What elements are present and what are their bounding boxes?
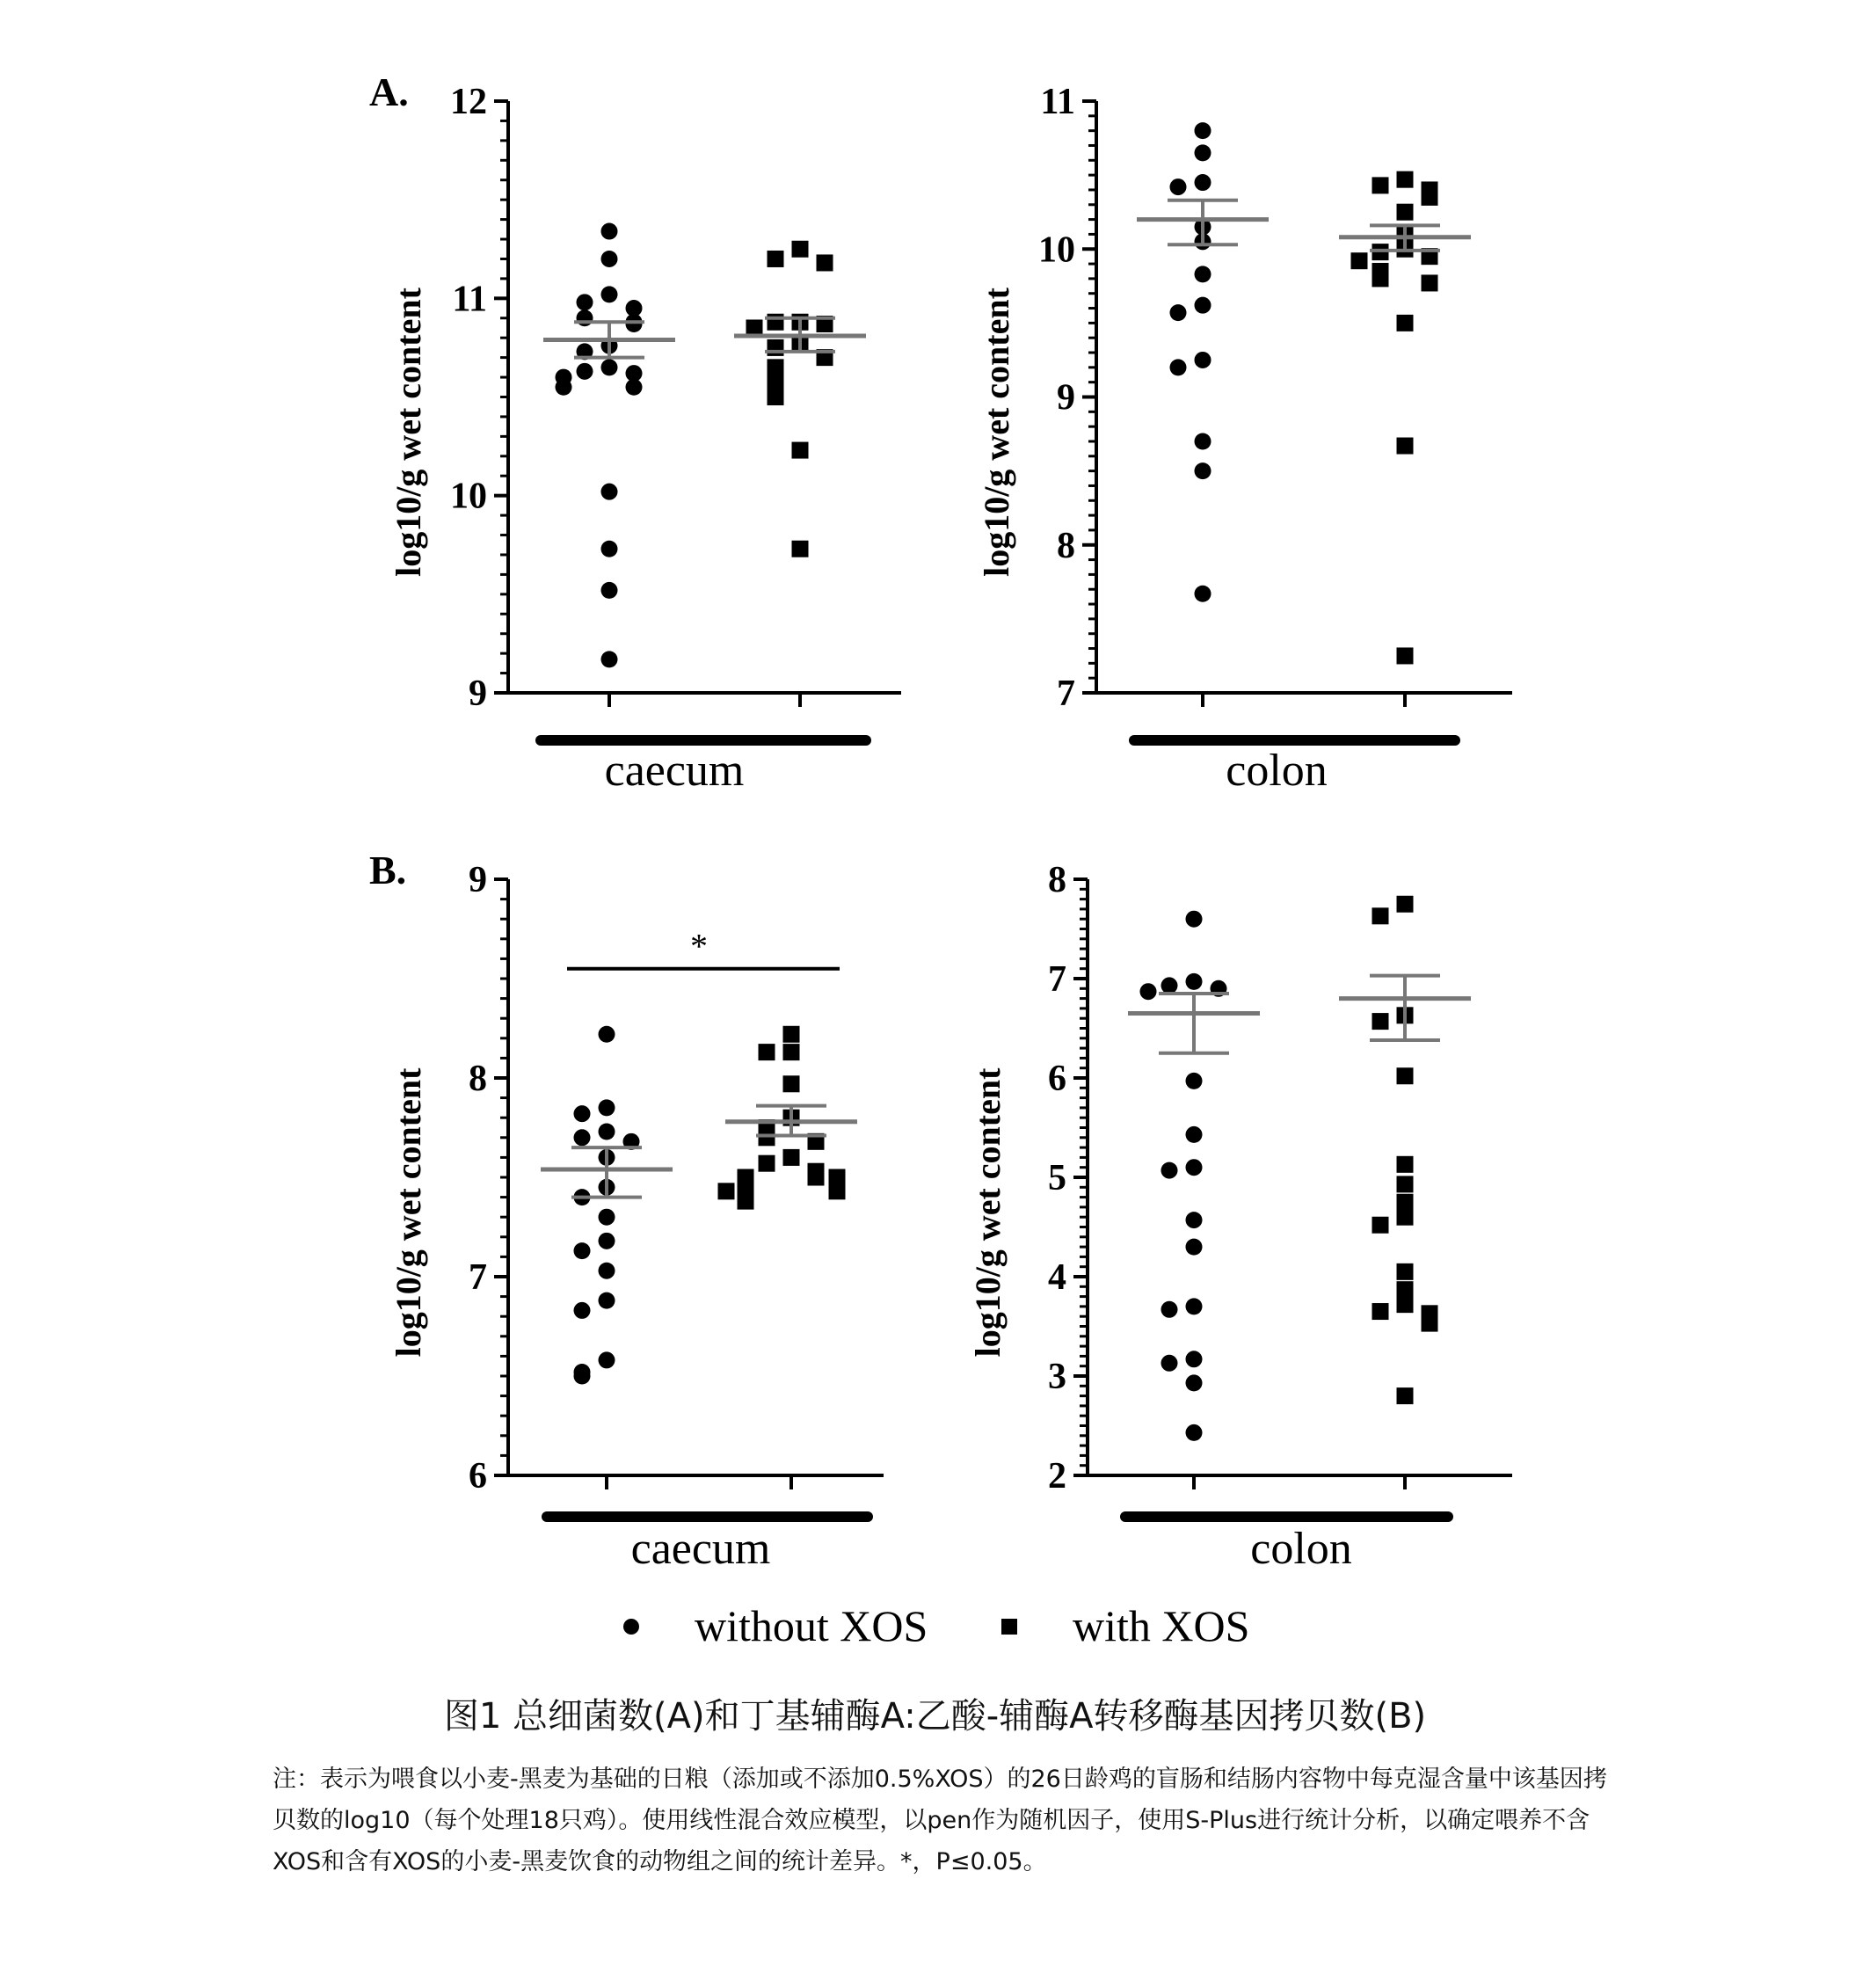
panel-4-point-with-xos [1397,1156,1414,1173]
panel-1-point-with-xos [792,241,809,258]
panel-2-point-with-xos [1422,274,1438,291]
panel-4-point-without-xos [1186,1374,1203,1391]
panel-4-y-tick-label: 8 [1048,860,1066,900]
panel-3-point-without-xos [599,1233,615,1249]
panel-1-point-without-xos [601,582,618,599]
panel-2-y-tick-label: 8 [1057,525,1075,566]
panel-4-point-with-xos [1397,1296,1414,1313]
panel-2-point-without-xos [1195,266,1211,282]
panel-3-point-without-xos [574,1105,591,1122]
panel-3-y-axis-label: log10/g wet content [389,1067,428,1358]
panel-1-point-without-xos [577,363,593,380]
panel-3-point-without-xos [574,1242,591,1259]
panel-1-point-without-xos [601,286,618,302]
panel-3-point-without-xos [599,1293,615,1309]
panel-4-point-without-xos [1186,1298,1203,1314]
panel-1-y-tick-label: 10 [450,476,487,517]
panel-3-point-with-xos [783,1075,800,1092]
panel-2-point-without-xos [1170,178,1187,195]
panel-1-point-without-xos [601,251,618,267]
panel-1-point-with-xos [768,251,784,267]
panel-3-point-with-xos [718,1183,735,1199]
panel-4-point-without-xos [1186,1424,1203,1441]
figure-caption: 图1 总细菌数(A)和丁基辅酶A:乙酸-辅酶A转移酶基因拷贝数(B) [443,1696,1427,1737]
panel-2-point-with-xos [1372,177,1389,193]
panel-3-y-tick-label: 8 [469,1059,487,1099]
panel-1-y-axis-label: log10/g wet content [389,288,428,577]
panel-4-point-with-xos [1397,1281,1414,1298]
panel-2-point-without-xos [1170,304,1187,321]
panel-2-point-with-xos [1351,252,1368,269]
panel-3-point-with-xos [759,1129,775,1146]
panel-2-point-without-xos [1195,144,1211,161]
panel-1-y-tick-label: 9 [469,674,487,714]
panel-1-panel-label: A. [369,69,409,114]
panel-3-significance-marker: * [690,926,708,966]
panel-4-point-without-xos [1186,911,1203,928]
panel-1-point-without-xos [601,484,618,500]
panel-4-y-tick-label: 6 [1048,1059,1066,1099]
legend-label-without-xos: without XOS [695,1601,928,1650]
panel-1-point-without-xos [626,316,643,332]
panel-4-point-with-xos [1372,907,1389,924]
legend-marker-circle [623,1619,639,1635]
panel-3-y-tick-label: 6 [469,1456,487,1496]
panel-1-point-without-xos [601,359,618,375]
legend-marker-square [1001,1619,1017,1635]
panel-4-point-with-xos [1372,1013,1389,1030]
panel-4-point-with-xos [1397,1194,1414,1211]
panel-4-y-tick-label: 5 [1048,1158,1066,1198]
panel-3-point-with-xos [783,1149,800,1166]
panel-3-point-without-xos [574,1129,591,1146]
panel-3-point-without-xos [599,1263,615,1279]
legend-label-with-xos: with XOS [1073,1601,1250,1650]
panel-3-point-without-xos [599,1124,615,1140]
panel-4-point-without-xos [1186,1212,1203,1228]
panel-4-y-tick-label: 3 [1048,1357,1066,1397]
panel-4-point-without-xos [1161,1162,1178,1179]
panel-1-point-without-xos [601,541,618,557]
panel-3-panel-label: B. [369,848,407,892]
panel-4-point-without-xos [1186,1239,1203,1256]
panel-2-point-without-xos [1195,174,1211,191]
panel-1-point-with-xos [817,254,833,271]
panel-2-point-without-xos [1195,352,1211,368]
panel-1-point-with-xos [768,314,784,331]
panel-3-y-tick-label: 7 [469,1257,487,1298]
panel-3-point-with-xos [759,1155,775,1172]
panel-3-point-with-xos [808,1169,825,1186]
panel-1-point-without-xos [626,379,643,396]
panel-1-point-with-xos [792,442,809,459]
panel-4-point-without-xos [1186,1351,1203,1367]
panel-3-point-with-xos [783,1044,800,1060]
panel-1-point-with-xos [768,339,784,356]
panel-2-point-without-xos [1195,122,1211,139]
panel-3-point-without-xos [599,1209,615,1226]
panel-4-point-without-xos [1186,1126,1203,1143]
panel-4-point-without-xos [1186,973,1203,990]
panel-3-point-without-xos [574,1302,591,1319]
panel-4-y-tick-label: 7 [1048,959,1066,1000]
panel-4-point-with-xos [1372,1303,1389,1320]
panel-4-y-tick-label: 4 [1048,1257,1066,1298]
panel-4-point-without-xos [1140,983,1157,1000]
panel-1-x-axis-label: caecum [604,746,745,796]
panel-4-point-with-xos [1422,1315,1438,1332]
panel-3-point-without-xos [599,1026,615,1043]
figure-note: 注：表示为喂食以小麦-黑麦为基础的日粮（添加或不添加0.5%XOS）的26日龄鸡的盲肠和结肠内容物中每克湿含量中该基因拷贝数的log10（每个处理18只鸡）。使用线性混合效应模型，以pen作为随机因子，使用S-Plus进行统计分析，以确定喂养不含XOS和含有XOS的小麦-黑麦饮食的动物组之间的统计差异。*，P≤0.05。 [273,1766,1607,1875]
panel-3-point-with-xos [783,1026,800,1043]
panel-1-point-without-xos [556,379,572,396]
panel-1-point-without-xos [577,294,593,310]
panel-4-point-with-xos [1397,1067,1414,1084]
panel-4-point-with-xos [1397,1387,1414,1404]
panel-2-point-with-xos [1397,647,1414,664]
panel-3-point-without-xos [599,1351,615,1368]
panel-3-x-axis-label: caecum [630,1524,771,1574]
panel-2-point-with-xos [1397,438,1414,455]
panel-2-point-with-xos [1397,204,1414,221]
panel-2-y-tick-label: 11 [1040,82,1075,122]
panel-4-y-tick-label: 2 [1048,1456,1066,1496]
panel-4-point-with-xos [1372,1217,1389,1234]
panel-3-point-with-xos [738,1193,754,1210]
panel-3-point-with-xos [829,1183,846,1199]
panel-1-point-with-xos [792,541,809,557]
panel-2-y-tick-label: 7 [1057,674,1075,714]
panel-2-point-without-xos [1195,462,1211,479]
panel-4-point-with-xos [1397,1209,1414,1226]
panel-2-point-with-xos [1397,171,1414,188]
panel-4-x-axis-label: colon [1250,1524,1352,1574]
panel-2-point-without-xos [1195,433,1211,449]
panel-3-y-tick-label: 9 [469,860,487,900]
panel-4-point-without-xos [1161,1301,1178,1318]
panel-4-y-axis-label: log10/g wet content [968,1067,1008,1358]
panel-2-point-with-xos [1422,189,1438,206]
panel-2-x-axis-label: colon [1226,746,1328,796]
panel-2-y-axis-label: log10/g wet content [977,288,1016,577]
panel-2-y-tick-label: 9 [1057,377,1075,419]
panel-4-point-without-xos [1186,1073,1203,1089]
panel-1-point-with-xos [768,389,784,405]
panel-2-y-tick-label: 10 [1038,229,1075,271]
panel-2-point-with-xos [1372,270,1389,287]
panel-1-y-tick-label: 12 [450,82,487,122]
panel-1-point-without-xos [601,651,618,667]
panel-3-point-with-xos [759,1044,775,1060]
panel-2-point-without-xos [1195,586,1211,602]
panel-4-point-without-xos [1186,1159,1203,1176]
panel-4-point-with-xos [1397,1263,1414,1280]
panel-3-point-without-xos [599,1099,615,1116]
panel-1-point-without-xos [577,309,593,326]
panel-2-point-without-xos [1195,297,1211,314]
panel-2-point-with-xos [1397,315,1414,331]
panel-4-point-with-xos [1397,896,1414,913]
panel-3-point-without-xos [574,1368,591,1385]
panel-4-point-with-xos [1397,1176,1414,1192]
panel-2-point-without-xos [1170,359,1187,375]
panel-1-y-tick-label: 11 [452,279,487,320]
panel-4-point-without-xos [1161,977,1178,994]
panel-1-point-without-xos [601,223,618,240]
panel-4-point-without-xos [1161,1355,1178,1372]
